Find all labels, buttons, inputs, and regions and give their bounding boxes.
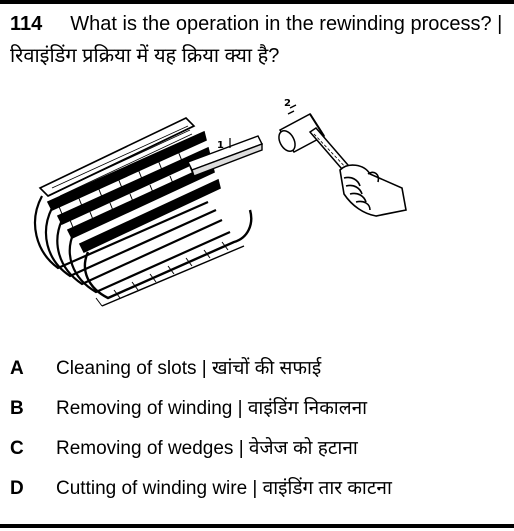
option-b-letter: B (10, 398, 24, 419)
option-d-text: Cutting of winding wire | वाइंडिंग तार काटना (56, 478, 392, 499)
option-a-text: Cleaning of slots | खांचों की सफाई (56, 358, 322, 379)
option-b[interactable] (10, 396, 367, 422)
question (10, 8, 510, 72)
option-c[interactable] (10, 436, 358, 462)
option-a-letter: A (10, 358, 24, 379)
figure-label-2: 2 (284, 98, 291, 109)
figure-label-1: 1 (217, 140, 224, 151)
hand (340, 165, 406, 216)
bottom-rule (0, 524, 514, 528)
rewinding-illustration (18, 92, 418, 322)
question-number: 114 (10, 13, 43, 35)
option-c-text: Removing of wedges | वेजेज को हटाना (56, 438, 358, 459)
top-rule (0, 0, 514, 4)
option-b-text: Removing of winding | वाइंडिंग निकालना (56, 398, 368, 419)
question-text: What is the operation in the rewinding process? | रिवाइंडिंग प्रक्रिया में यह क्रिया क्या है? (10, 13, 503, 67)
option-d[interactable] (10, 476, 392, 502)
option-d-letter: D (10, 478, 24, 499)
mallet (276, 114, 354, 176)
option-a[interactable] (10, 356, 321, 382)
option-c-letter: C (10, 438, 24, 459)
